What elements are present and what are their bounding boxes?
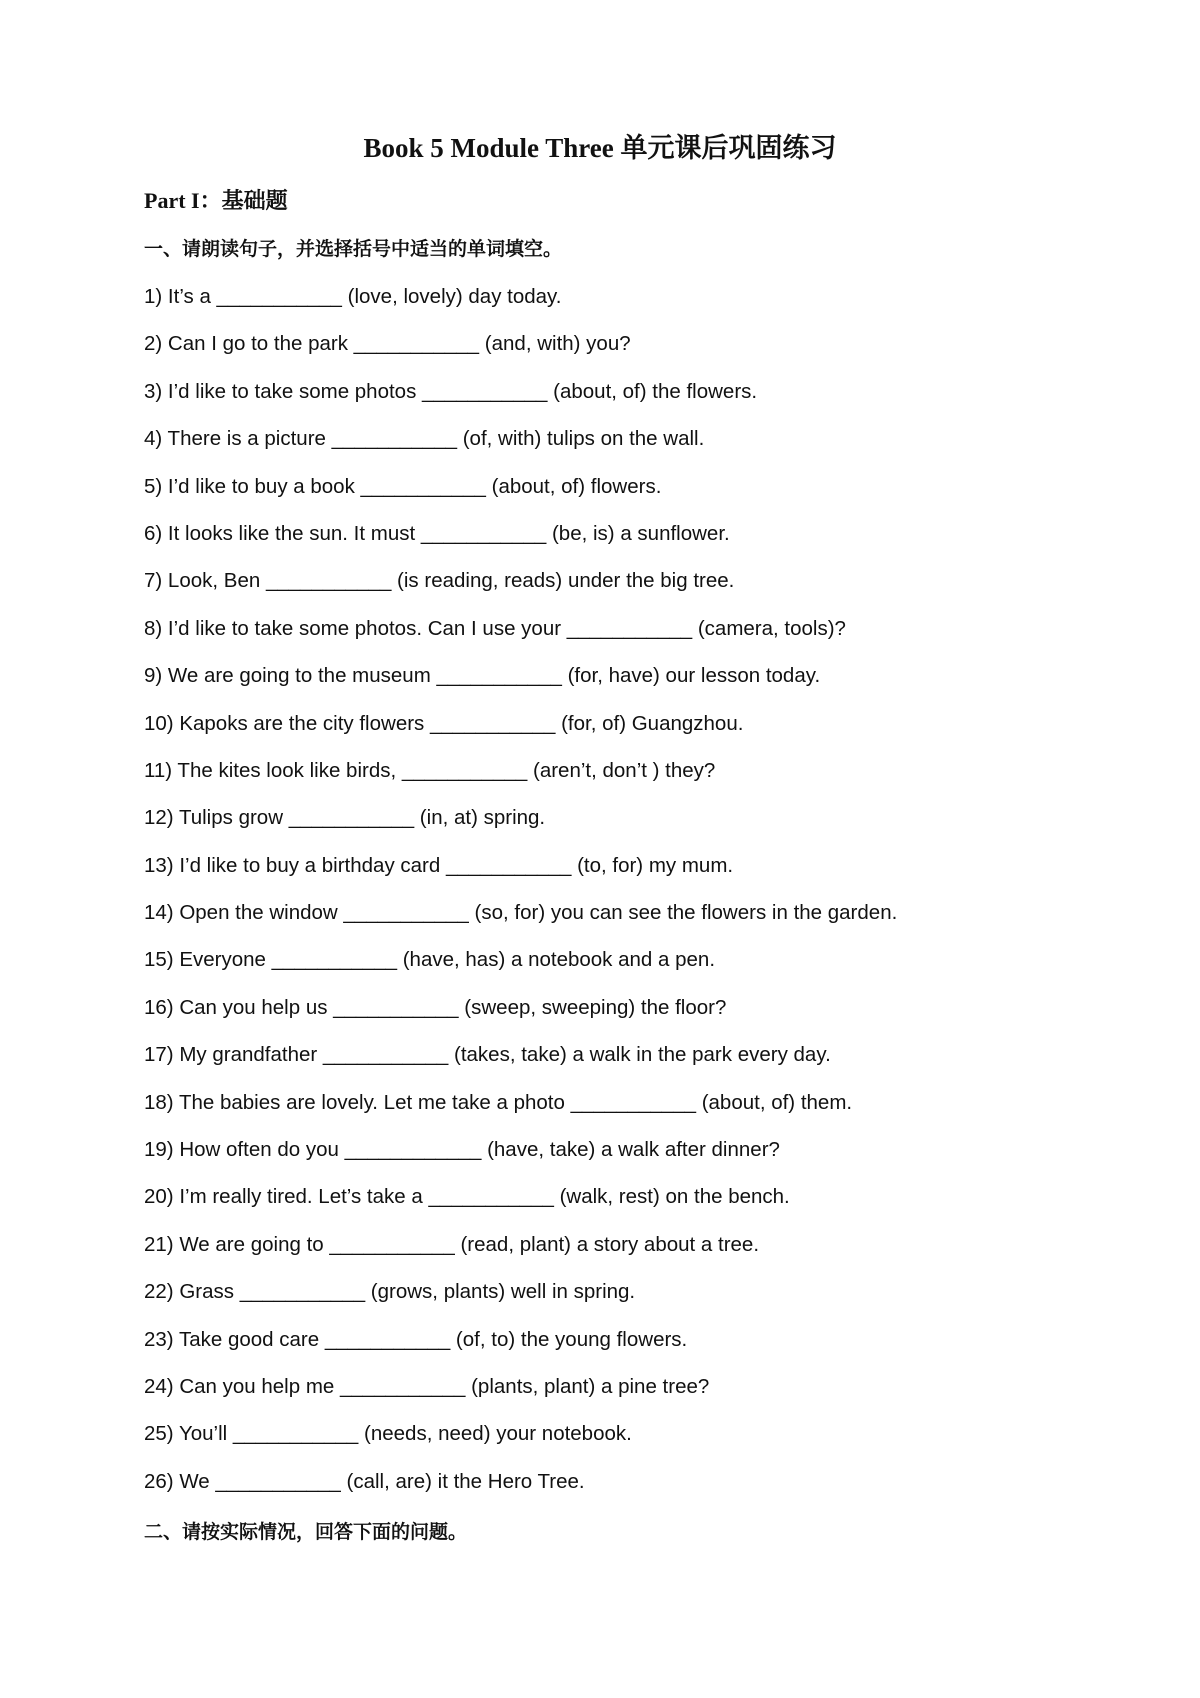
question-list (144, 283, 1144, 1515)
question-item: 14) Open the window ___________ (so, for) you can see the flowers in the garden. (144, 901, 898, 925)
page-title: Book 5 Module Three 单元课后巩固练习 (363, 133, 837, 163)
question-item: 17) My grandfather ___________ (takes, take) a walk in the park every day. (144, 1043, 831, 1067)
question-item: 4) There is a picture ___________ (of, with) tulips on the wall. (144, 427, 705, 451)
question-item: 25) You’ll ___________ (needs, need) your notebook. (144, 1422, 632, 1446)
question-item: 8) I’d like to take some photos. Can I use your ___________ (camera, tools)? (144, 616, 846, 640)
part-heading: Part I：基础题 (144, 188, 288, 213)
section-heading-answer-questions: 二、请按实际情况，回答下面的问题。 (144, 1521, 468, 1543)
question-item: 18) The babies are lovely. Let me take a photo ___________ (about, of) them. (144, 1090, 853, 1114)
question-item: 19) How often do you ____________ (have, take) a walk after dinner? (144, 1138, 780, 1162)
question-item: 16) Can you help us ___________ (sweep, sweeping) the floor? (144, 995, 727, 1019)
question-item: 20) I’m really tired. Let’s take a ___________ (walk, rest) on the bench. (144, 1185, 790, 1209)
question-item: 5) I’d like to buy a book ___________ (about, of) flowers. (144, 474, 662, 498)
question-item: 22) Grass ___________ (grows, plants) well in spring. (144, 1280, 636, 1304)
question-item: 9) We are going to the museum ___________ (for, have) our lesson today. (144, 664, 821, 688)
question-item: 2) Can I go to the park ___________ (and, with) you? (144, 332, 631, 356)
question-item: 10) Kapoks are the city flowers ___________ (for, of) Guangzhou. (144, 711, 744, 735)
question-item: 11) The kites look like birds, ___________ (aren’t, don’t ) they? (144, 758, 716, 782)
question-item: 23) Take good care ___________ (of, to) the young flowers. (144, 1327, 688, 1351)
question-item: 21) We are going to ___________ (read, plant) a story about a tree. (144, 1232, 760, 1256)
section-heading-fill-blank: 一、请朗读句子，并选择括号中适当的单词填空。 (144, 238, 563, 260)
question-item: 3) I’d like to take some photos ___________ (about, of) the flowers. (144, 379, 758, 403)
question-item: 7) Look, Ben ___________ (is reading, reads) under the big tree. (144, 569, 735, 593)
question-item: 1) It’s a ___________ (love, lovely) day today. (144, 285, 562, 308)
question-item: 12) Tulips grow ___________ (in, at) spring. (144, 806, 546, 830)
question-item: 6) It looks like the sun. It must ___________ (be, is) a sunflower. (144, 521, 730, 545)
question-item: 15) Everyone ___________ (have, has) a notebook and a pen. (144, 948, 716, 972)
question-item: 24) Can you help me ___________ (plants, plant) a pine tree? (144, 1374, 710, 1398)
question-item: 26) We ___________ (call, are) it the Hero Tree. (144, 1469, 585, 1493)
question-item: 13) I’d like to buy a birthday card ___________ (to, for) my mum. (144, 853, 734, 877)
